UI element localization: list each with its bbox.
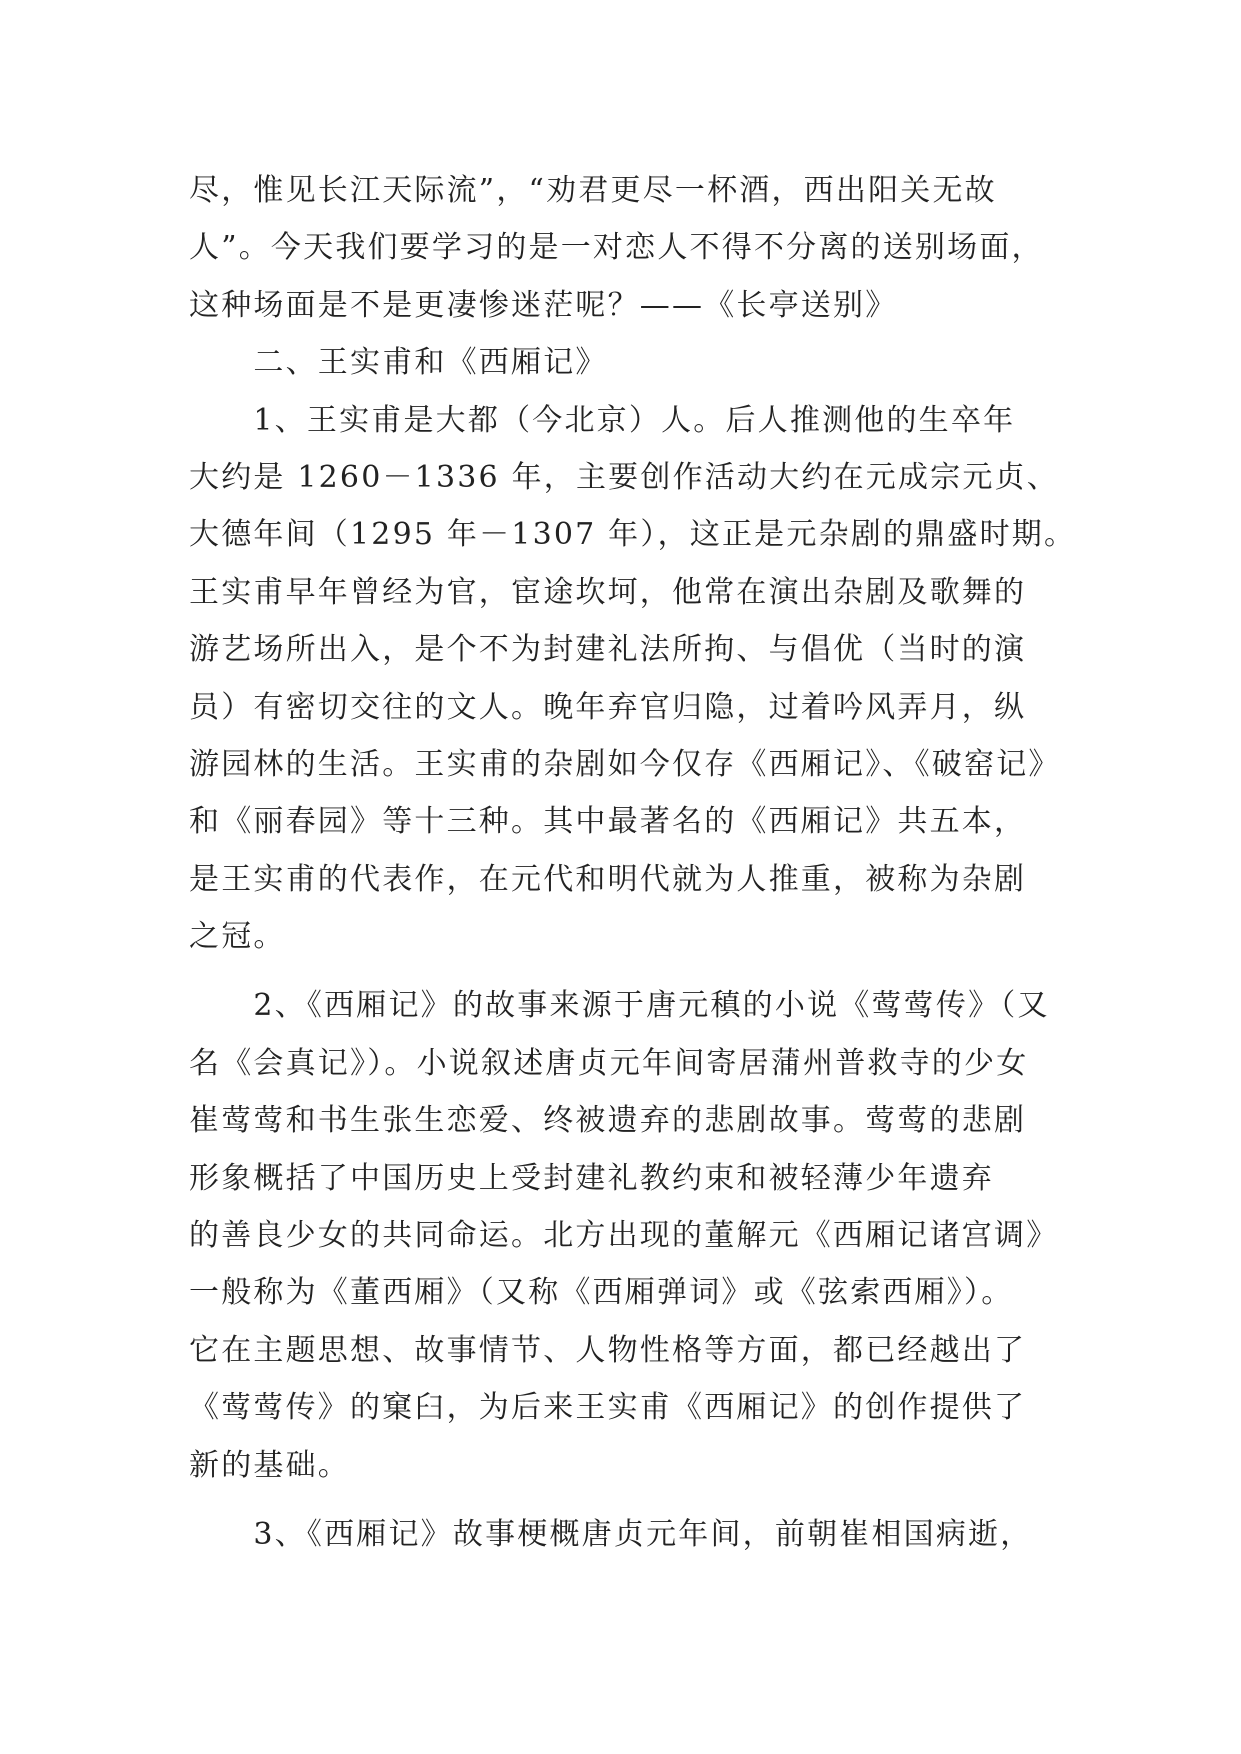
text-line: 游艺场所出入，是个不为封建礼法所拘、与倡优（当时的演 (189, 632, 1027, 668)
text-line: 崔莺莺和书生张生恋爱、终被遗弃的悲剧故事。莺莺的悲剧 (189, 1103, 1027, 1139)
text-line: 形象概括了中国历史上受封建礼教约束和被轻薄少年遗弃 (189, 1160, 994, 1196)
text-line: 之冠。 (189, 919, 286, 955)
body-text (189, 162, 1077, 1563)
text-line: 的善良少女的共同命运。北方出现的董解元《西厢记诸宫调》 (189, 1218, 1059, 1254)
text-line: 它在主题思想、故事情节、人物性格等方面，都已经越出了 (189, 1332, 1027, 1368)
text-line: 员）有密切交往的文人。晚年弃官归隐，过着吟风弄月，纵 (189, 689, 1027, 725)
text-line: 尽，惟见长江天际流”，“劝君更尽一杯酒，西出阳关无故 (189, 173, 997, 208)
text-line: 游园林的生活。王实甫的杂剧如今仅存《西厢记》、《破窑记》 (189, 746, 1061, 782)
text-line: 大约是 1260－1336 年，主要创作活动大约在元成宗元贞、 (189, 459, 1059, 495)
paragraph-point-1 (189, 392, 1077, 966)
paragraph-point-3 (189, 1506, 1069, 1563)
text-line: 是王实甫的代表作，在元代和明代就为人推重，被称为杂剧 (189, 861, 1027, 897)
section-heading-wang-shifu (189, 334, 1069, 391)
text-line: 大德年间（1295 年－1307 年），这正是元杂剧的鼎盛时期。 (189, 517, 1077, 553)
text-line: 名《会真记》）。小说叙述唐贞元年间寄居蒲州普救寺的少女 (189, 1045, 1029, 1081)
text-line: 和《丽春园》等十三种。其中最著名的《西厢记》共五本， (189, 804, 1027, 840)
text-line: 《莺莺传》的窠臼，为后来王实甫《西厢记》的创作提供了 (189, 1390, 1027, 1426)
text-line: 王实甫早年曾经为官，宦途坎坷，他常在演出杂剧及歌舞的 (189, 574, 1027, 610)
text-line: 人”。今天我们要学习的是一对恋人不得不分离的送别场面， (189, 230, 1044, 266)
text-line: 1、王实甫是大都（今北京）人。后人推测他的生卒年 (189, 402, 1016, 438)
heading-line: 二、王实甫和《西厢记》 (189, 345, 608, 381)
text-line: 这种场面是不是更凄惨迷茫呢？——《长亭送别》 (189, 287, 898, 323)
text-line: 一般称为《董西厢》（又称《西厢弹词》或《弦索西厢》）。 (189, 1275, 1014, 1311)
paragraph-spacer (189, 1494, 1069, 1506)
paragraph-spacer (189, 965, 1069, 977)
text-line: 3、《西厢记》故事梗概唐贞元年间，前朝崔相国病逝， (189, 1516, 1033, 1552)
text-line: 2、《西厢记》的故事来源于唐元稹的小说《莺莺传》（又 (189, 988, 1050, 1024)
paragraph-point-2 (189, 977, 1069, 1494)
text-line: 新的基础。 (189, 1447, 350, 1483)
paragraph-intro-continuation (189, 162, 1069, 334)
